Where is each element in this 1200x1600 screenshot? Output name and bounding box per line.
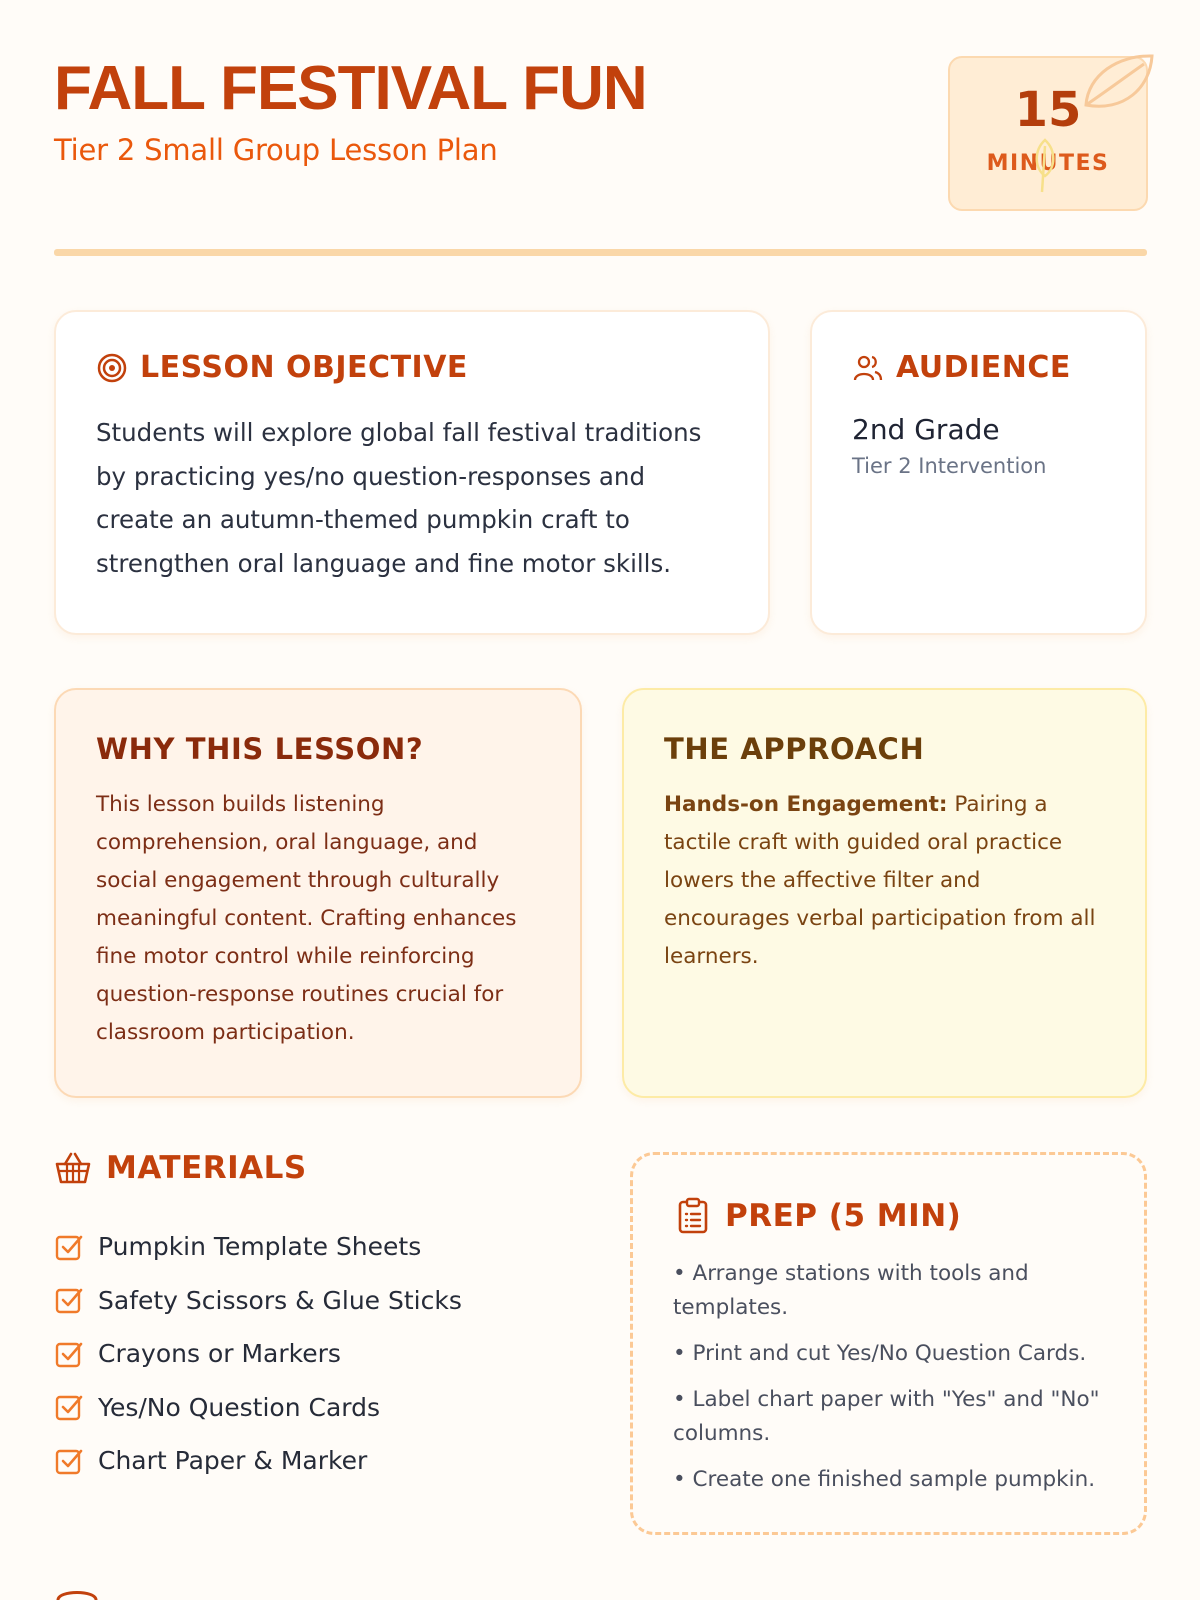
prep-heading-label: PREP (5 MIN)	[725, 1198, 962, 1234]
list-item: • Create one finished sample pumpkin.	[673, 1467, 1096, 1492]
list-item	[54, 1220, 584, 1274]
leaf-icon	[1078, 50, 1158, 120]
objective-heading	[96, 350, 728, 385]
header-divider	[54, 249, 1147, 256]
why-heading: WHY THIS LESSON?	[96, 732, 424, 766]
duration-unit: MINUTES	[986, 151, 1110, 176]
prep-heading	[677, 1197, 1104, 1235]
list-item: • Label chart paper with "Yes" and "No" columns.	[673, 1387, 1100, 1446]
materials-heading	[54, 1150, 584, 1186]
checkbox-checked-icon	[54, 1446, 84, 1476]
page-subtitle: Tier 2 Small Group Lesson Plan	[54, 133, 498, 167]
duration-value: 15	[1014, 82, 1082, 138]
materials-section	[54, 1150, 584, 1488]
audience-grade: 2nd Grade	[852, 413, 1000, 446]
clipboard-icon	[677, 1197, 709, 1235]
checkbox-checked-icon	[54, 1392, 84, 1422]
materials-heading-label: MATERIALS	[106, 1150, 307, 1186]
checkbox-checked-icon	[54, 1339, 84, 1369]
prep-card	[630, 1152, 1147, 1535]
why-text: This lesson builds listening comprehension, oral language, and social engagement through culturally meaningful content. Crafting enhances fine motor control while reinforcing question-response routines crucial for classroom participation.	[96, 792, 517, 1045]
small-leaf-icon	[1030, 136, 1060, 196]
objective-text: Students will explore global fall festival traditions by practicing yes/no question-responses and create an autumn-themed pumpkin craft to strengthen oral language and fine motor skills.	[96, 418, 702, 578]
audience-heading-label: AUDIENCE	[896, 350, 1071, 385]
list-item	[54, 1434, 584, 1488]
target-icon	[96, 352, 128, 384]
users-icon	[852, 352, 884, 384]
material-label: Safety Scissors & Glue Sticks	[98, 1285, 462, 1315]
checkbox-checked-icon	[54, 1285, 84, 1315]
audience-tier: Tier 2 Intervention	[852, 454, 1047, 478]
list-item: • Arrange stations with tools and templates.	[673, 1261, 1029, 1320]
why-this-lesson-card	[54, 688, 582, 1098]
materials-list	[54, 1220, 584, 1488]
checkbox-checked-icon	[54, 1232, 84, 1262]
list-item	[54, 1327, 584, 1381]
basket-icon	[54, 1151, 92, 1185]
material-label: Crayons or Markers	[98, 1339, 341, 1369]
approach-text	[664, 786, 1105, 976]
approach-lead: Hands-on Engagement:	[664, 792, 948, 817]
lesson-objective-card	[54, 310, 770, 635]
page-title: FALL FESTIVAL FUN	[54, 54, 647, 123]
approach-heading: THE APPROACH	[664, 732, 925, 766]
material-label: Yes/No Question Cards	[98, 1392, 380, 1422]
approach-body: Pairing a tactile craft with guided oral practice lowers the affective filter and encourages verbal participation from all learners.	[664, 792, 1096, 969]
material-label: Chart Paper & Marker	[98, 1446, 368, 1476]
page-header	[54, 56, 1147, 256]
audience-card	[810, 310, 1147, 635]
duration-badge	[948, 56, 1148, 211]
list-item	[54, 1274, 584, 1328]
material-label: Pumpkin Template Sheets	[98, 1232, 422, 1262]
next-section-icon	[54, 1586, 100, 1600]
prep-list	[673, 1257, 1104, 1497]
approach-card	[622, 688, 1147, 1098]
audience-heading	[852, 350, 1105, 385]
objective-heading-label: LESSON OBJECTIVE	[140, 350, 468, 385]
list-item: • Print and cut Yes/No Question Cards.	[673, 1341, 1087, 1366]
list-item	[54, 1381, 584, 1435]
